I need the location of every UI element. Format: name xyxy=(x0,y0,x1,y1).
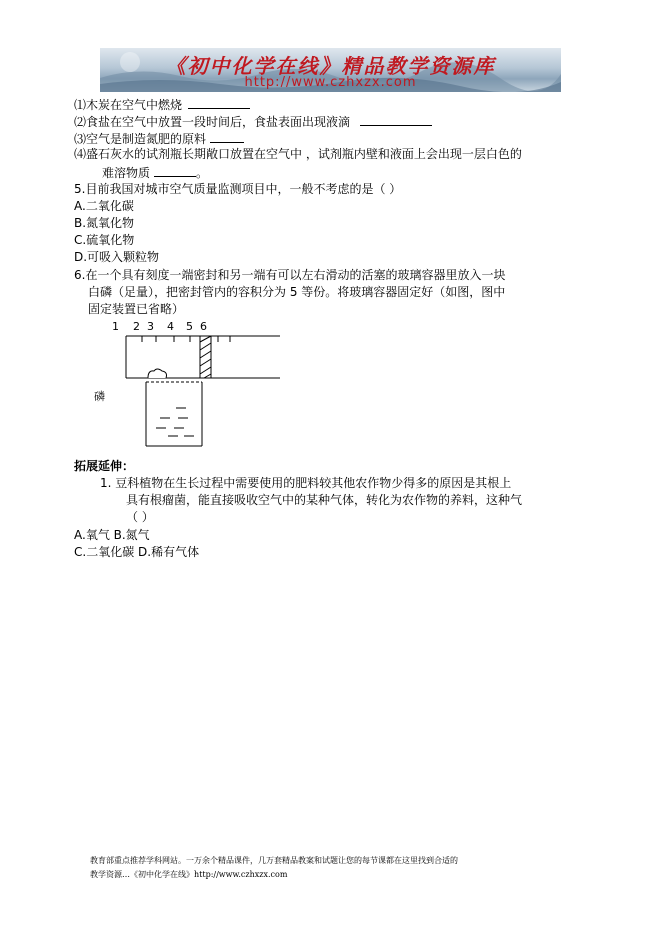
q4-item-4-text: ⑷盛石灰水的试剂瓶长期敞口放置在空气中 ，试剂瓶内壁和液面上会出现一层白色的 xyxy=(74,147,522,161)
piston xyxy=(200,336,211,378)
scale-label-1: 1 xyxy=(112,320,119,333)
scale-label-5: 5 xyxy=(186,320,193,333)
q4-item-1-text: ⑴木炭在空气中燃烧 xyxy=(74,98,183,112)
q4-item-4-cont-text: 难溶物质 xyxy=(102,166,151,180)
banner-title: 《初中化学在线》精品教学资源库 xyxy=(165,54,496,78)
extension-heading: 拓展延伸： xyxy=(74,459,135,473)
q4-item-4 xyxy=(74,147,522,162)
apparatus-diagram xyxy=(80,318,290,448)
q5-stem: 5.目前我国对城市空气质量监测项目中，一般不考虑的是（ ） xyxy=(74,182,402,196)
scale-ticks xyxy=(142,336,230,342)
q5-option-c[interactable]: C.硫氧化物 xyxy=(74,233,135,247)
q4-item-2 xyxy=(74,113,432,130)
answer-blank[interactable] xyxy=(154,164,196,177)
phosphorus-label: 磷 xyxy=(94,390,105,403)
scale-label-2: 2 xyxy=(133,320,140,333)
footer-line-1: 教育部重点推荐学科网站。一万余个精品课件，几万套精品教案和试题让您的每节课都在这里找到合适的 xyxy=(90,856,458,865)
scale-label-6: 6 xyxy=(200,320,207,333)
banner-url[interactable]: http://www.czhxzx.com xyxy=(244,75,417,90)
answer-blank[interactable] xyxy=(210,130,244,143)
ext-options-2[interactable]: C.二氧化碳 D.稀有气体 xyxy=(74,545,200,559)
q4-item-2-text: ⑵食盐在空气中放置一段时间后，食盐表面出现液滴 xyxy=(74,115,351,129)
ext-q1-line-2: 具有根瘤菌，能直接吸收空气中的某种气体，转化为农作物的养料，这种气 xyxy=(126,493,523,507)
q4-item-3-text: ⑶空气是制造氮肥的原料 xyxy=(74,132,207,146)
scale-label-3: 3 xyxy=(147,320,154,333)
ext-q1-line-3: （ ） xyxy=(126,510,154,524)
ext-options-1[interactable]: A.氧气 B.氮气 xyxy=(74,528,150,542)
ext-q1-line-1: 1. 豆科植物在生长过程中需要使用的肥料较其他农作物少得多的原因是其根上 xyxy=(100,476,512,490)
q6-line-3: 固定装置已省略） xyxy=(88,302,185,316)
q4-item-1 xyxy=(74,96,250,113)
header-banner xyxy=(100,48,561,92)
q4-item-3 xyxy=(74,130,244,147)
period-mark: 。 xyxy=(196,166,209,180)
answer-blank[interactable] xyxy=(188,96,250,109)
q5-option-d[interactable]: D.可吸入颗粒物 xyxy=(74,250,160,264)
white-phosphorus-icon xyxy=(148,369,167,378)
water-beaker xyxy=(146,382,202,446)
q5-option-a[interactable]: A.二氧化碳 xyxy=(74,199,134,213)
q4-item-4-cont xyxy=(102,164,208,181)
q6-line-1: 6.在一个具有刻度一端密封和另一端有可以左右滑动的活塞的玻璃容器里放入一块 xyxy=(74,268,506,282)
q5-option-b[interactable]: B.氮氧化物 xyxy=(74,216,135,230)
footer-line-2[interactable]: 教学资源…《初中化学在线》http://www.czhxzx.com xyxy=(90,870,288,879)
answer-blank[interactable] xyxy=(360,113,432,126)
q6-line-2: 白磷（足量），把密封管内的容积分为 5 等份。将玻璃容器固定好（如图，图中 xyxy=(88,285,506,299)
scale-label-4: 4 xyxy=(167,320,174,333)
